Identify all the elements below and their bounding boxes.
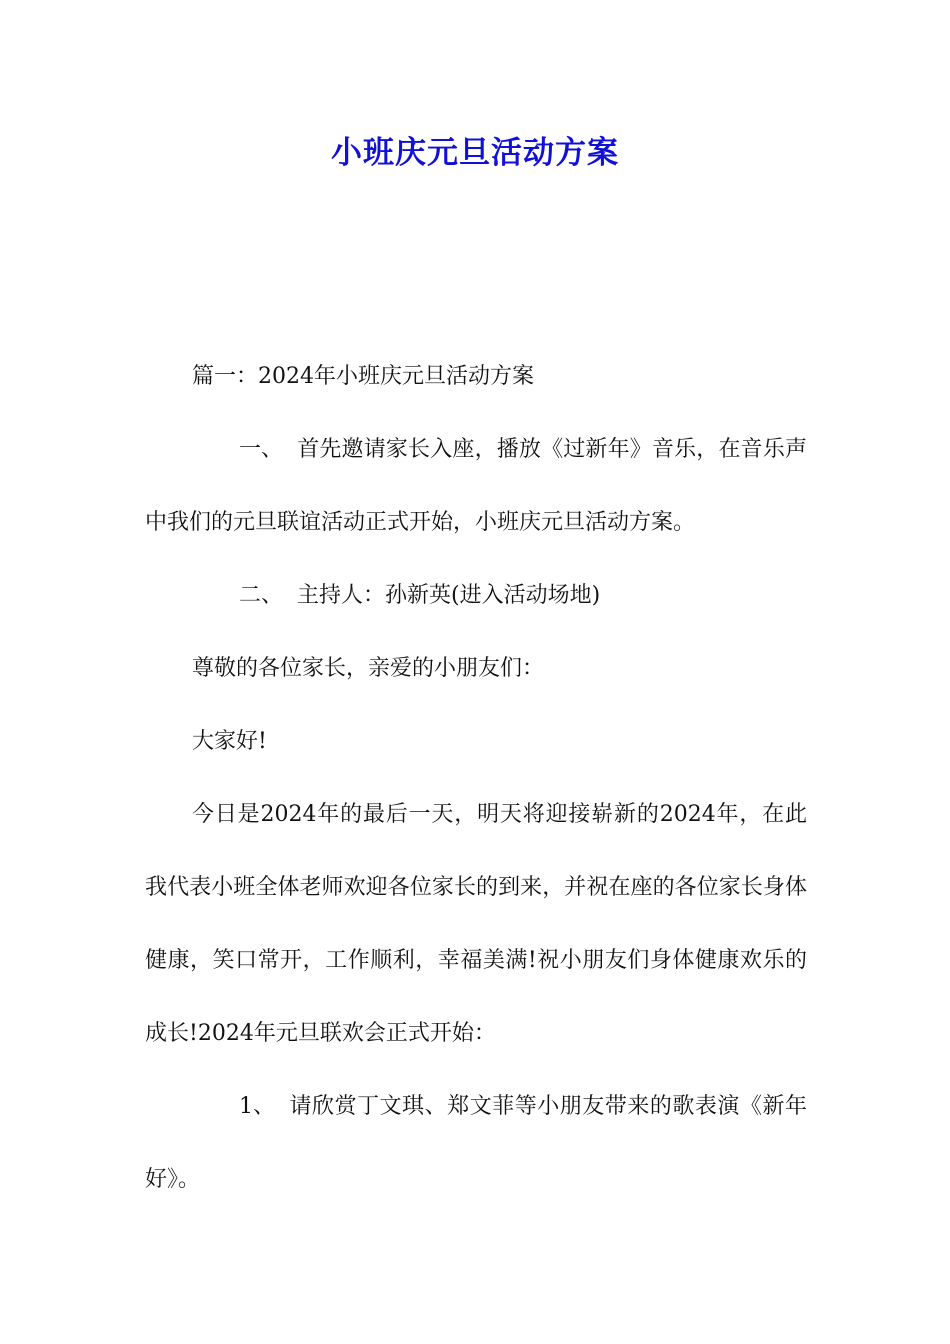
paragraph-text: 今日是2024年的最后一天，明天将迎接崭新的2024年，在此我代表小班全体老师欢迎各位家长的到来，并祝在座的各位家长身体健康，笑口常开，工作顺利，幸福美满!祝小朋友们身体健康欢乐的成长!2024年元旦联欢会正式开始： xyxy=(145,802,807,1046)
paragraph-text: 大家好! xyxy=(192,729,267,754)
paragraph-text: 请欣赏丁文琪、郑文菲等小朋友带来的歌表演《新年好》。 xyxy=(145,1094,807,1192)
paragraph xyxy=(145,778,807,1070)
paragraph xyxy=(145,632,807,705)
item-number: 二、 xyxy=(239,583,284,608)
paragraph-text: 主持人：孙新英(进入活动场地) xyxy=(297,583,601,608)
section-heading xyxy=(145,340,807,413)
item-number: 1、 xyxy=(239,1094,275,1119)
list-item xyxy=(145,559,807,632)
paragraph-text: 首先邀请家长入座，播放《过新年》音乐，在音乐声中我们的元旦联谊活动正式开始，小班庆元旦活动方案。 xyxy=(145,437,807,535)
paragraph-text: 尊敬的各位家长，亲爱的小朋友们： xyxy=(192,656,545,681)
item-number: 一、 xyxy=(239,437,284,462)
list-item xyxy=(145,413,807,559)
list-item xyxy=(145,1070,807,1216)
paragraph xyxy=(145,705,807,778)
paragraph-text: 篇一：2024年小班庆元旦活动方案 xyxy=(192,364,534,389)
document-title: 小班庆元旦活动方案 xyxy=(331,135,619,171)
document-body xyxy=(145,340,807,1216)
